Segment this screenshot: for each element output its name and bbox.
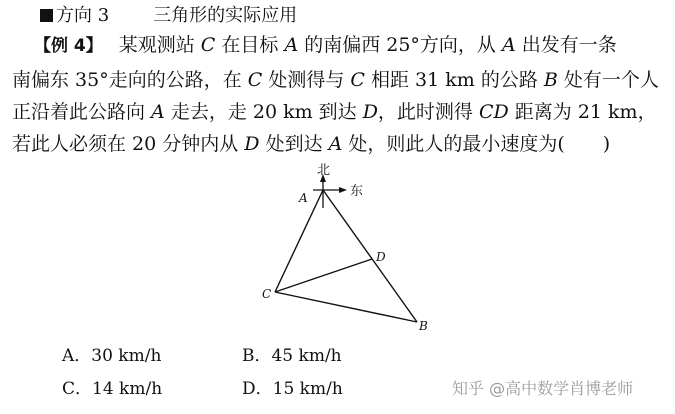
example-tag: 【例 4】 — [34, 36, 103, 56]
problem-text: 处，则此人的最小速度为( ) — [342, 133, 611, 155]
variable-d: D — [244, 133, 260, 155]
square-marker-icon — [40, 9, 53, 22]
east-label: 东 — [350, 184, 364, 199]
variable-a: A — [284, 34, 299, 56]
section-title: 三角形的实际应用 — [153, 5, 298, 26]
variable-b: B — [543, 69, 558, 91]
option-d[interactable]: D．15 km/h — [242, 379, 343, 399]
problem-text: 处测得与 — [262, 69, 351, 91]
problem-text: 正沿着此公路向 — [12, 101, 152, 123]
east-arrow-icon — [339, 187, 347, 193]
north-label: 北 — [317, 163, 331, 178]
segment-ab — [323, 190, 417, 322]
problem-text: 走去，走 20 km 到达 — [164, 101, 363, 123]
point-b-label: B — [419, 319, 428, 333]
problem-text: 的南偏西 25°方向，从 — [298, 34, 502, 56]
problem-line-2 — [12, 67, 659, 93]
problem-text: 某观测站 — [118, 34, 201, 56]
section-heading — [40, 3, 297, 29]
option-a[interactable]: A．30 km/h — [62, 346, 162, 366]
point-a-label: A — [299, 191, 308, 205]
variable-a: A — [501, 34, 516, 56]
variable-a: A — [328, 133, 343, 155]
variable-d: D — [362, 101, 378, 123]
variable-c: C — [200, 34, 216, 56]
section-label: 方向 3 — [56, 5, 110, 26]
segment-cd — [275, 259, 372, 292]
segment-ac — [275, 190, 323, 292]
variable-c: C — [350, 69, 365, 91]
problem-text: 距离为 21 km， — [508, 101, 657, 123]
problem-text: 处有一个人 — [557, 69, 659, 91]
problem-text: 处到达 — [259, 133, 329, 155]
problem-text: 南偏东 35°走向的公路，在 — [12, 69, 248, 91]
point-d-label: D — [376, 250, 386, 264]
point-c-label: C — [262, 287, 272, 301]
variable-cd: CD — [478, 101, 509, 123]
problem-text: ，此时测得 — [377, 101, 479, 123]
problem-line-3 — [12, 99, 657, 125]
variable-a: A — [151, 101, 165, 123]
problem-text: 相距 31 km 的公路 — [364, 69, 544, 91]
watermark: 知乎 @高中数学肖博老师 — [452, 379, 634, 398]
segment-cb — [275, 292, 417, 322]
option-c[interactable]: C．14 km/h — [62, 379, 163, 399]
option-b[interactable]: B．45 km/h — [242, 346, 342, 366]
variable-c: C — [247, 69, 263, 91]
problem-line-4 — [12, 131, 610, 157]
problem-text: 在目标 — [215, 34, 285, 56]
problem-text: 出发有一条 — [515, 34, 617, 56]
triangle-diagram — [255, 160, 455, 340]
problem-text: 若此人必须在 20 分钟内从 — [12, 133, 245, 155]
problem-line-1 — [34, 32, 617, 59]
